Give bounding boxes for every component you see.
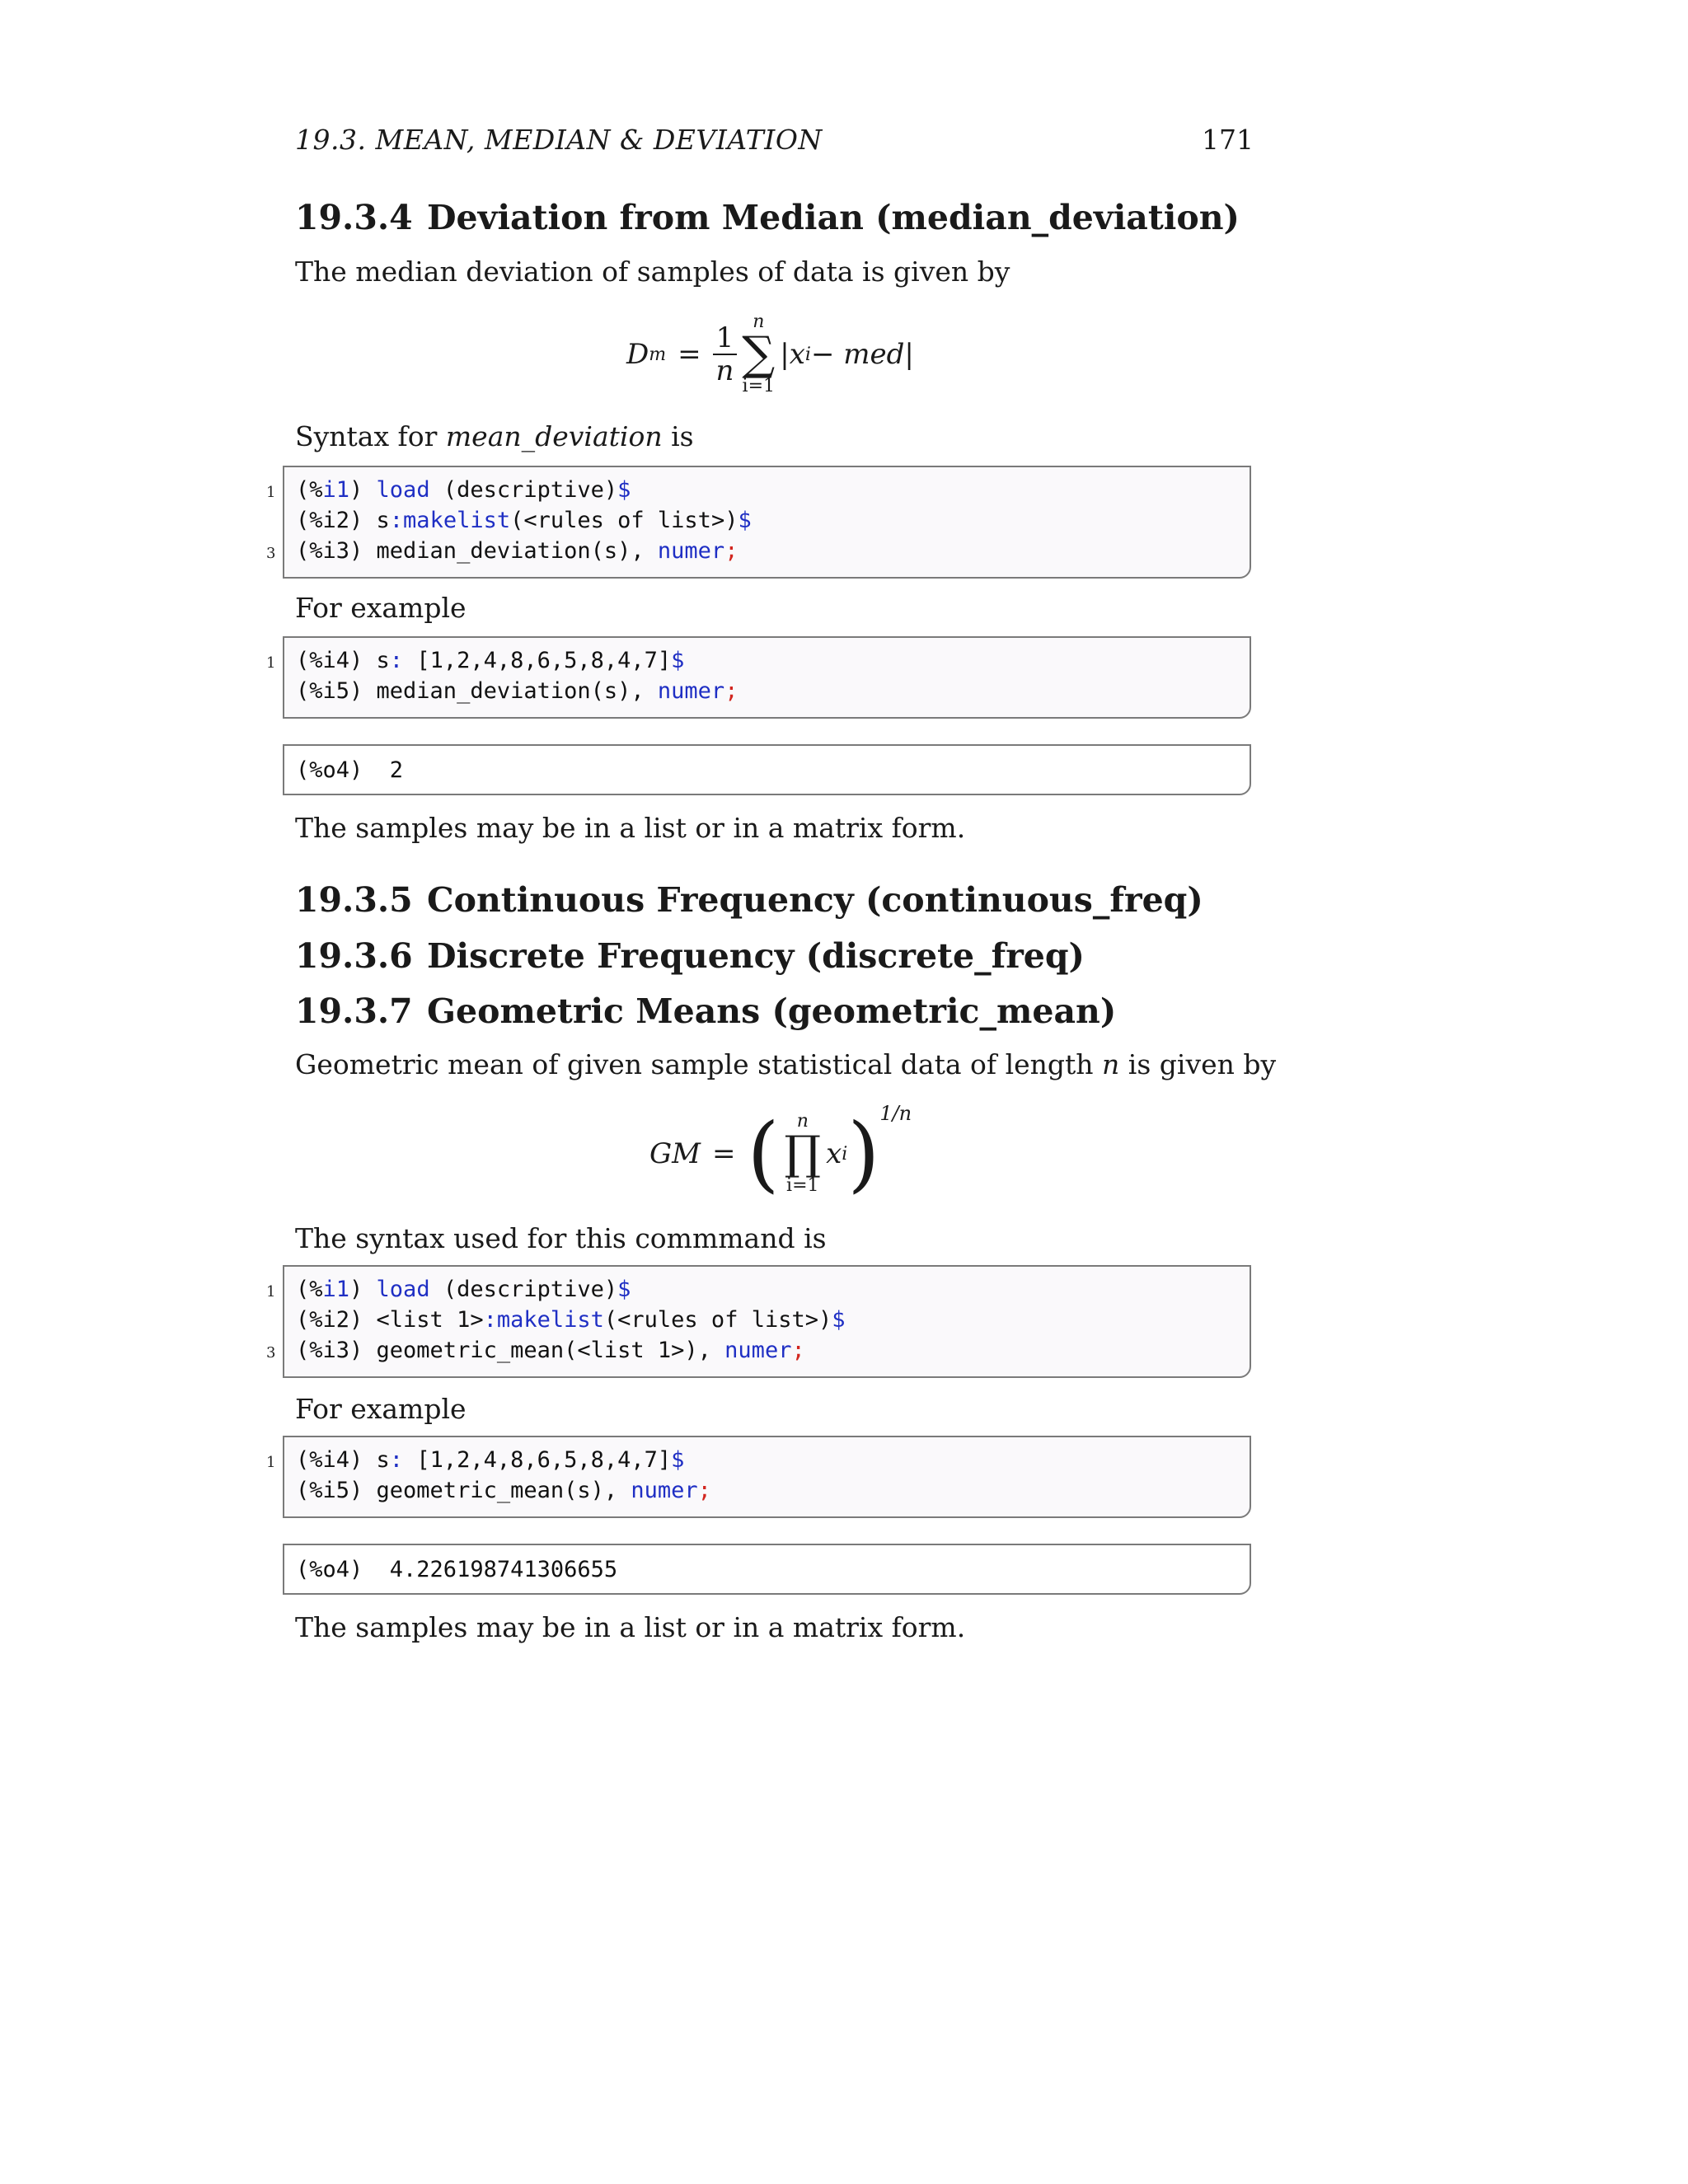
formula-lhs-sub: m — [649, 344, 667, 365]
line-number: 1 — [266, 484, 276, 501]
output-block — [283, 744, 1251, 795]
summation — [742, 312, 775, 396]
code-line: (%i1) load (descriptive)$ — [296, 477, 631, 503]
line-number: 1 — [266, 1283, 276, 1301]
prod-symbol: ∏ — [784, 1127, 822, 1180]
formula-geometric-mean — [649, 1100, 912, 1207]
syntax-prefix: Syntax for — [295, 420, 446, 452]
line-number: 1 — [266, 654, 276, 672]
page-number: 171 — [1202, 124, 1254, 156]
section-heading-discrete-freq — [295, 936, 1085, 976]
fraction-denominator: n — [715, 354, 734, 387]
output-text: (%o4) 2 — [296, 757, 404, 783]
section-title: Deviation from Median (median_deviation) — [427, 198, 1240, 237]
paragraph-example-label: For example — [295, 1393, 467, 1425]
paragraph-syntax — [295, 420, 694, 452]
left-paren: ( — [747, 1105, 780, 1202]
code-block-geometric-example[interactable] — [266, 1436, 1251, 1518]
line-number: 3 — [266, 1344, 276, 1361]
intro-text: Geometric mean of given sample statistical data of length — [295, 1048, 1103, 1080]
intro-variable: n — [1102, 1048, 1120, 1080]
intro-text: is given by — [1119, 1048, 1277, 1080]
sum-upper-limit: n — [753, 312, 765, 332]
section-heading-continuous-freq — [295, 880, 1203, 920]
code-line: (%i3) median_deviation(s), numer; — [296, 538, 738, 564]
formula-body-sub: i — [842, 1143, 848, 1165]
paragraph-example-label: For example — [295, 592, 467, 624]
section-heading-median-deviation — [295, 198, 1240, 237]
code-line: (%i3) geometric_mean(<list 1>), numer; — [296, 1338, 805, 1363]
section-title: Continuous Frequency (continuous_freq) — [427, 880, 1203, 920]
right-paren: ) — [847, 1105, 880, 1202]
formula-equals: = — [678, 338, 701, 371]
formula-body-rest: − med| — [810, 338, 914, 371]
running-head: 19.3. MEAN, MEDIAN & DEVIATION — [295, 124, 823, 156]
formula-median-deviation — [626, 309, 914, 400]
formula-body-sub: i — [804, 344, 811, 365]
code-line: (%i5) geometric_mean(s), numer; — [296, 1478, 711, 1503]
code-line: (%i1) load (descriptive)$ — [296, 1277, 631, 1302]
section-number: 19.3.4 — [295, 198, 413, 237]
prod-upper-limit: n — [796, 1111, 809, 1132]
formula-exponent: 1/n — [879, 1102, 912, 1125]
formula-equals: = — [711, 1137, 736, 1170]
section-title: Discrete Frequency (discrete_freq) — [427, 936, 1085, 976]
syntax-term: mean_deviation — [445, 420, 663, 452]
code-line: (%i4) s: [1,2,4,8,6,5,8,4,7]$ — [296, 1447, 685, 1473]
formula-body: x — [826, 1137, 842, 1170]
section-number: 19.3.7 — [295, 991, 413, 1031]
formula-body: |x — [780, 338, 805, 371]
paragraph-note: The samples may be in a list or in a matrix form. — [295, 812, 966, 844]
section-heading-geometric-mean — [295, 991, 1116, 1031]
formula-lhs: D — [626, 338, 649, 371]
formula-lhs: GM — [649, 1137, 701, 1170]
fraction-numerator: 1 — [713, 322, 738, 355]
sum-symbol: ∑ — [742, 327, 776, 381]
section-number: 19.3.5 — [295, 880, 413, 920]
code-block-syntax[interactable] — [266, 466, 1251, 579]
paragraph-note: The samples may be in a list or in a matrix form. — [295, 1611, 966, 1643]
line-number: 1 — [266, 1454, 276, 1471]
prod-lower-limit: i=1 — [786, 1175, 819, 1196]
code-line: (%i4) s: [1,2,4,8,6,5,8,4,7]$ — [296, 648, 685, 673]
code-line: (%i2) s:makelist(<rules of list>)$ — [296, 508, 752, 533]
sum-lower-limit: i=1 — [742, 376, 775, 396]
code-line: (%i5) median_deviation(s), numer; — [296, 678, 738, 704]
code-line: (%i2) <list 1>:makelist(<rules of list>)$ — [296, 1307, 846, 1333]
line-number: 3 — [266, 545, 276, 562]
paragraph-syntax-used: The syntax used for this commmand is — [295, 1222, 827, 1254]
product — [785, 1112, 822, 1196]
code-block-geometric-syntax[interactable] — [266, 1265, 1251, 1378]
code-block-example[interactable] — [266, 636, 1251, 719]
syntax-suffix: is — [662, 420, 694, 452]
output-text: (%o4) 4.226198741306655 — [296, 1557, 618, 1582]
paragraph-intro: The median deviation of samples of data is given by — [295, 255, 1010, 288]
section-number: 19.3.6 — [295, 936, 413, 976]
section-title: Geometric Means (geometric_mean) — [427, 991, 1117, 1031]
formula-fraction — [713, 322, 738, 387]
output-block — [283, 1544, 1251, 1595]
paragraph-geometric-intro — [295, 1048, 1276, 1080]
